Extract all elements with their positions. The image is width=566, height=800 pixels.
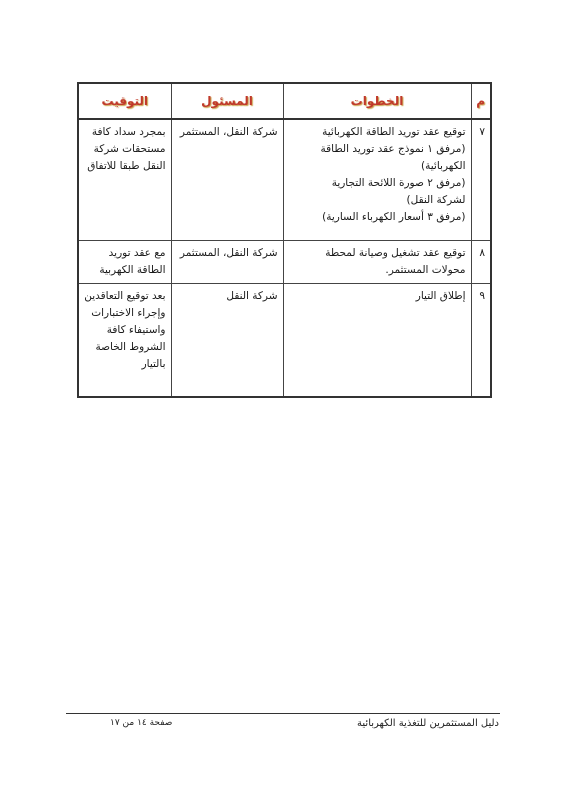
header-num: م (471, 83, 491, 119)
step-line: (مرفق ٢ صورة اللائحة التجارية (331, 177, 466, 189)
footer-page-number: صفحة ١٤ من ١٧ (110, 718, 173, 728)
header-steps: الخطوات (283, 83, 471, 119)
step-responsible: شركة النقل، المستثمر (171, 119, 283, 241)
step-line: محولات المستثمر. (385, 264, 466, 276)
step-line: توقيع عقد توريد الطاقة الكهربائية (322, 126, 466, 138)
step-timing: بمجرد سداد كافة مستحقات شركة النقل طبقا للاتفاق (78, 119, 171, 241)
step-line: الكهربائية) (421, 160, 466, 172)
step-number: ٨ (471, 241, 491, 284)
table-row (78, 241, 491, 284)
step-description (283, 119, 471, 241)
step-responsible: شركة النقل (171, 284, 283, 398)
table-header-row (78, 83, 491, 119)
table-row (78, 119, 491, 241)
step-number: ٩ (471, 284, 491, 398)
step-description (283, 284, 471, 398)
procedure-steps-table (77, 82, 492, 398)
step-line: (مرفق ٣ أسعار الكهرباء السارية) (322, 211, 466, 223)
step-line: إطلاق التيار (415, 290, 466, 302)
step-timing: بعد توقيع التعاقدين وإجراء الاختبارات واستيفاء كافة الشروط الخاصة بالتيار (78, 284, 171, 398)
step-line: توقيع عقد تشغيل وصيانة لمحطة (325, 247, 466, 259)
footer-divider (66, 713, 500, 714)
step-number: ٧ (471, 119, 491, 241)
step-line: لشركة النقل) (406, 194, 466, 206)
step-responsible: شركة النقل، المستثمر (171, 241, 283, 284)
step-timing: مع عقد توريد الطاقة الكهربية (78, 241, 171, 284)
step-description (283, 241, 471, 284)
step-line: (مرفق ١ نموذج عقد توريد الطاقة (320, 143, 466, 155)
footer-document-title: دليل المستثمرين للتغذية الكهربائية (357, 718, 499, 729)
header-timing: التوقيت (78, 83, 171, 119)
header-responsible: المسئول (171, 83, 283, 119)
table-row (78, 284, 491, 398)
